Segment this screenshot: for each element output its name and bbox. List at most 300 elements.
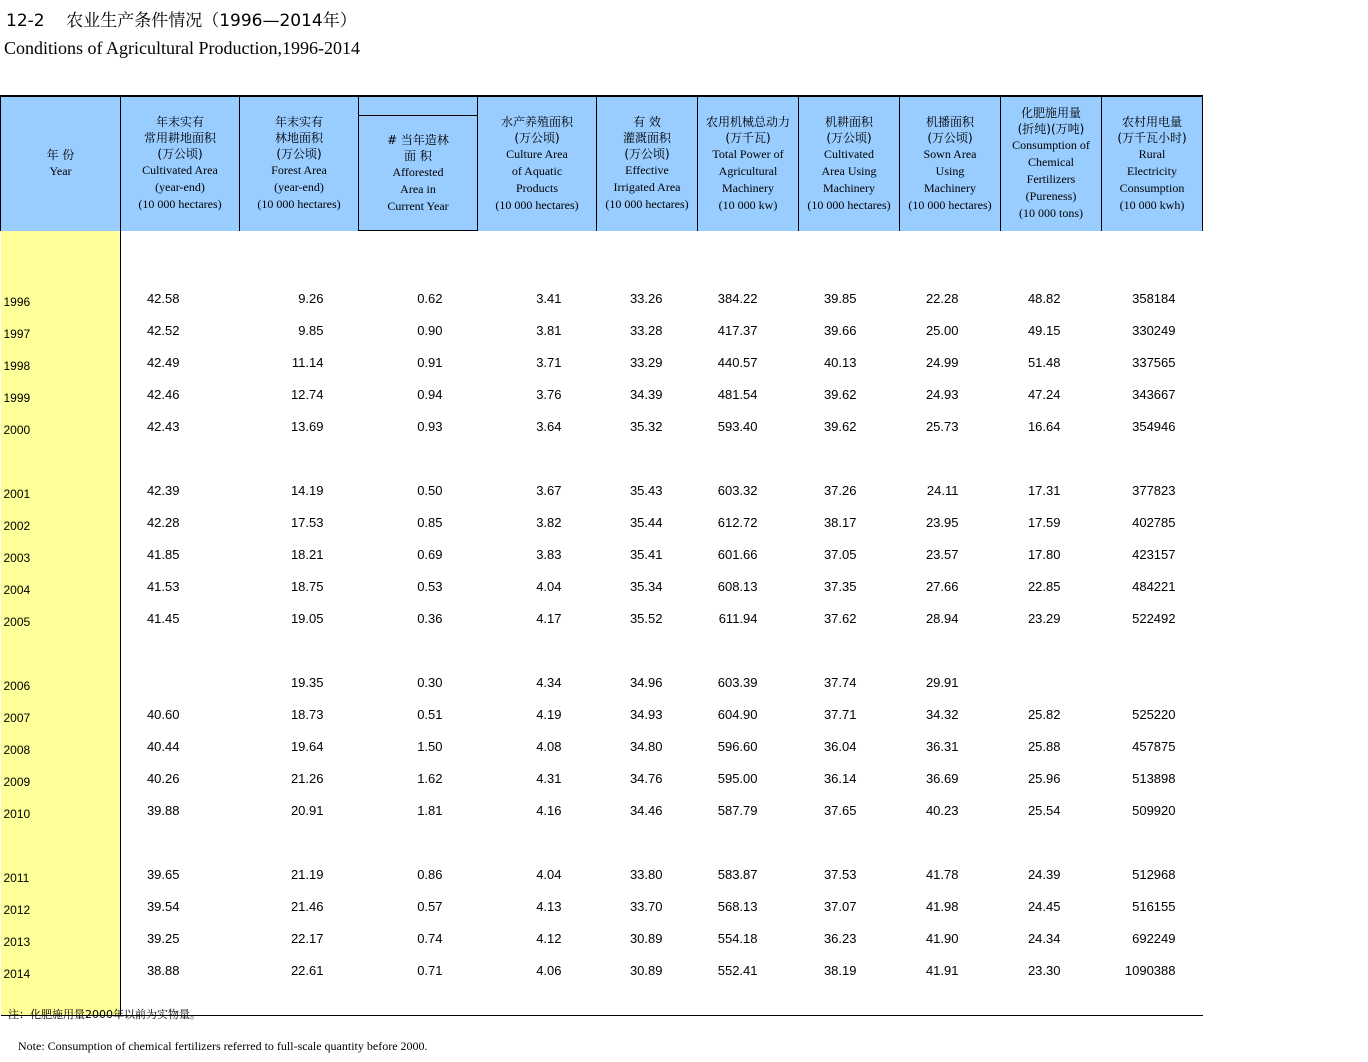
spacer-cell [1001,823,1102,855]
value-cell-machine_cultivated: 37.53 [823,866,857,882]
header-en-line: Culture Area [506,146,568,161]
header-en-line: (year-end) [155,180,205,195]
header-machinery_power [698,96,799,231]
spacer-cell [359,231,478,247]
spacer-cell [478,823,597,855]
header-cn-line: (万公顷) [276,147,322,162]
header-en-line: Products [516,180,558,195]
value-cell-electricity: 343667 [1132,386,1176,402]
value-cell-machinery_power: 568.13 [717,898,758,914]
value-cell-afforested: 0.57 [417,898,443,914]
value-cell-afforested: 0.91 [417,354,443,370]
value-cell-afforested: 0.94 [417,386,443,402]
spacer-cell [1102,439,1203,471]
value-cell-fertilizer [1001,663,1102,695]
value-cell-forest: 19.64 [290,738,324,754]
value-cell-irrigated: 33.29 [629,354,663,370]
table-row [1,791,1203,823]
value-cell-machine_sown: 34.32 [925,706,959,722]
table-title-en: Conditions of Agricultural Production,1996-2014 [4,38,360,58]
value-cell-electricity: 337565 [1132,354,1176,370]
spacer-cell [1,823,121,855]
value-cell-machine_cultivated: 36.14 [823,770,857,786]
header-cn-line: (万千瓦小时) [1117,130,1187,145]
value-cell-machine_sown: 24.11 [926,482,959,498]
header-en-line: (10 000 kw) [718,197,778,212]
header-en-line: (Pureness) [1025,189,1077,204]
spacer-cell [597,231,698,247]
value-cell-afforested: 0.69 [417,546,443,562]
spacer-cell [698,823,799,855]
header-afforested-top [359,96,478,116]
header-en-line: Consumption of [1012,138,1090,153]
spacer-cell [1001,631,1102,663]
value-cell-machine_cultivated: 37.05 [823,546,857,562]
value-cell-cultivated: 42.39 [146,482,180,498]
value-cell-fertilizer: 25.88 [1027,738,1061,754]
value-cell-electricity [1102,663,1203,695]
value-cell-irrigated: 35.41 [629,546,663,562]
spacer-cell [121,231,240,247]
spacer-cell [478,247,597,279]
header-cn-line: 面 积 [404,148,432,163]
table-row [1,919,1203,951]
value-cell-forest: 21.46 [290,898,324,914]
header-en-line: (10 000 hectares) [807,197,891,212]
value-cell-irrigated: 35.52 [629,610,663,626]
value-cell-fertilizer: 24.39 [1027,866,1061,882]
value-cell-fertilizer: 24.45 [1027,898,1061,914]
spacer-cell [240,439,359,471]
header-cn-line: 灌溉面积 [622,131,671,146]
table-row [1,471,1203,503]
value-cell-machinery_power: 552.41 [717,962,758,978]
value-cell-afforested: 0.71 [417,962,443,978]
value-cell-fertilizer: 17.31 [1027,482,1061,498]
header-cn-line: 农村用电量 [1121,114,1182,129]
value-cell-machine_sown: 25.00 [925,322,959,338]
spacer-cell [359,983,478,1016]
header-cn-line: 常用耕地面积 [143,131,216,146]
value-cell-machine_sown: 23.95 [925,514,959,530]
spacer-cell [240,631,359,663]
table-row [1,375,1203,407]
spacer-cell [1102,823,1203,855]
value-cell-electricity: 402785 [1132,514,1176,530]
value-cell-electricity: 377823 [1132,482,1176,498]
value-cell-aquatic: 3.41 [536,290,562,306]
header-en-line: Cultivated [824,146,874,161]
value-cell-aquatic: 4.08 [536,738,562,754]
value-cell-machine_sown: 40.23 [925,802,959,818]
header-en-line: Afforested [392,164,444,179]
value-cell-forest: 9.26 [298,290,324,306]
spacer-cell [1102,247,1203,279]
value-cell-machinery_power: 440.57 [717,354,758,370]
header-en-line: Fertilizers [1026,172,1076,187]
value-cell-afforested: 0.50 [417,482,443,498]
spacer-cell [1001,439,1102,471]
table-row [1,503,1203,535]
spacer-cell [698,247,799,279]
value-cell-machine_cultivated: 37.62 [823,610,857,626]
value-cell-fertilizer: 25.54 [1027,802,1061,818]
table-header [1,96,1203,231]
spacer-cell [799,231,900,247]
spacer-cell [799,439,900,471]
value-cell-electricity: 692249 [1132,930,1176,946]
value-cell-fertilizer: 22.85 [1027,578,1061,594]
value-cell-cultivated: 42.58 [146,290,180,306]
value-cell-machine_cultivated: 39.62 [823,418,857,434]
value-cell-afforested: 0.93 [417,418,443,434]
value-cell-aquatic: 3.82 [536,514,562,530]
value-cell-machine_cultivated: 38.17 [823,514,857,530]
value-cell-aquatic: 4.31 [536,770,562,786]
value-cell-afforested: 0.86 [417,866,443,882]
header-cn-line: 林地面积 [274,131,323,146]
value-cell-fertilizer: 47.24 [1027,386,1061,402]
year-cell: 2002 [1,503,121,535]
header-en-line: (10 000 hectares) [605,197,689,212]
value-cell-fertilizer: 17.59 [1027,514,1061,530]
table-row [1,663,1203,695]
header-en-line: (year-end) [274,180,324,195]
footnote-cn: 注：化肥施用量2000年以前为实物量。 [8,1008,201,1021]
header-cn-line: 年 份 [46,148,75,163]
spacer-cell [698,439,799,471]
value-cell-forest: 22.61 [290,962,324,978]
header-en-line: Area in [400,181,436,196]
value-cell-cultivated: 40.60 [146,706,180,722]
year-cell: 2005 [1,599,121,631]
table-row [1,855,1203,887]
value-cell-cultivated: 41.45 [146,610,180,626]
value-cell-machine_sown: 41.98 [925,898,959,914]
year-cell: 1998 [1,343,121,375]
value-cell-cultivated: 39.88 [146,802,180,818]
spacer-cell [1001,983,1102,1016]
spacer-cell [799,247,900,279]
value-cell-irrigated: 34.39 [629,386,663,402]
value-cell-aquatic: 3.71 [536,354,562,370]
header-en-line: Year [49,164,72,179]
value-cell-fertilizer: 48.82 [1027,290,1061,306]
spacer-cell [121,631,240,663]
value-cell-fertilizer: 51.48 [1027,354,1061,370]
value-cell-fertilizer: 24.34 [1027,930,1061,946]
year-cell: 2007 [1,695,121,727]
spacer-row [1,631,1203,663]
value-cell-forest: 19.05 [290,610,324,626]
header-en-line: Total Power of [712,146,784,161]
value-cell-aquatic: 4.34 [536,674,562,690]
value-cell-machine_sown: 41.90 [925,930,959,946]
value-cell-electricity: 509920 [1132,802,1176,818]
spacer-cell [1,631,121,663]
value-cell-afforested: 1.62 [417,770,443,786]
value-cell-machine_cultivated: 37.65 [823,802,857,818]
header-afforested [359,116,478,231]
header-en-line: (10 000 hectares) [138,197,222,212]
value-cell-forest: 18.75 [290,578,324,594]
spacer-cell [799,631,900,663]
header-en-line: Agricultural [718,163,778,178]
spacer-cell [900,983,1001,1016]
header-en-line: (10 000 hectares) [908,197,992,212]
spacer-row [1,247,1203,279]
value-cell-irrigated: 35.34 [629,578,663,594]
value-cell-machinery_power: 604.90 [717,706,758,722]
spacer-cell [359,439,478,471]
header-en-line: Machinery [924,180,976,195]
value-cell-afforested: 0.85 [417,514,443,530]
header-cultivated [121,96,240,231]
value-cell-forest: 22.17 [290,930,324,946]
year-cell: 2014 [1,951,121,983]
value-cell-cultivated: 42.43 [146,418,180,434]
spacer-cell [698,983,799,1016]
year-cell: 2012 [1,887,121,919]
spacer-cell [478,983,597,1016]
spacer-cell [121,823,240,855]
header-en-line: Current Year [387,198,449,213]
value-cell-afforested: 0.62 [417,290,443,306]
value-cell-electricity: 457875 [1132,738,1176,754]
value-cell-afforested: 0.36 [417,610,443,626]
value-cell-aquatic: 4.04 [536,866,562,882]
header-en-line: of Aquatic [511,163,563,178]
value-cell-electricity: 512968 [1132,866,1176,882]
spacer-cell [478,231,597,247]
spacer-cell [1,231,121,247]
table-row [1,567,1203,599]
value-cell-electricity: 1090388 [1124,962,1176,978]
value-cell-machinery_power: 603.32 [717,482,758,498]
table-row [1,759,1203,791]
header-year [1,96,121,231]
value-cell-machine_cultivated: 36.23 [823,930,857,946]
value-cell-forest: 14.19 [290,482,324,498]
year-cell: 2000 [1,407,121,439]
value-cell-machine_sown: 23.57 [925,546,959,562]
value-cell-machine_sown: 24.93 [925,386,959,402]
value-cell-irrigated: 30.89 [629,930,663,946]
header-cn-line: 水产养殖面积 [500,114,573,129]
value-cell-cultivated: 42.49 [146,354,180,370]
value-cell-aquatic: 3.83 [536,546,562,562]
header-machine_cultivated [799,96,900,231]
value-cell-cultivated [121,663,240,695]
table-row [1,887,1203,919]
spacer-cell [1,439,121,471]
table-row [1,407,1203,439]
spacer-cell [597,631,698,663]
spacer-cell [1102,983,1203,1016]
value-cell-machinery_power: 481.54 [717,386,758,402]
spacer-cell [597,983,698,1016]
header-fertilizer [1001,96,1102,231]
value-cell-cultivated: 42.46 [146,386,180,402]
value-cell-electricity: 330249 [1132,322,1176,338]
value-cell-afforested: 0.53 [417,578,443,594]
table-row [1,279,1203,311]
spacer-cell [1001,231,1102,247]
year-cell: 2010 [1,791,121,823]
spacer-cell [900,631,1001,663]
header-en-line: Irrigated Area [613,180,681,195]
year-cell: 1997 [1,311,121,343]
header-cn-line: # 当年造林 [387,132,449,147]
table-row [1,535,1203,567]
value-cell-machine_sown: 28.94 [925,610,959,626]
statistics-table [0,95,1203,1016]
header-cn-line: (万公顷) [826,130,872,145]
value-cell-machine_cultivated: 39.85 [823,290,857,306]
value-cell-aquatic: 4.19 [536,706,562,722]
year-cell: 2003 [1,535,121,567]
spacer-cell [1,247,121,279]
value-cell-forest: 17.53 [290,514,324,530]
value-cell-forest: 9.85 [298,322,324,338]
value-cell-irrigated: 34.80 [629,738,663,754]
value-cell-irrigated: 35.32 [629,418,663,434]
value-cell-electricity: 423157 [1132,546,1176,562]
value-cell-machine_cultivated: 37.35 [823,578,857,594]
value-cell-forest: 20.91 [290,802,324,818]
table-row [1,599,1203,631]
header-electricity [1102,96,1203,231]
header-en-line: Cultivated Area [142,163,218,178]
value-cell-forest: 18.21 [290,546,324,562]
spacer-cell [1102,231,1203,247]
header-en-line: (10 000 hectares) [257,197,341,212]
header-en-line: (10 000 tons) [1019,206,1083,221]
header-en-line: Sown Area [923,146,977,161]
year-cell: 2011 [1,855,121,887]
value-cell-forest: 12.74 [290,386,324,402]
value-cell-electricity: 358184 [1132,290,1176,306]
header-cn-line: (万公顷) [157,147,203,162]
value-cell-machine_sown: 29.91 [925,674,959,690]
header-irrigated [597,96,698,231]
value-cell-forest: 21.19 [290,866,324,882]
header-cn-line: (折纯)(万吨) [1017,122,1085,137]
header-en-line: Effective [625,163,669,178]
value-cell-machinery_power: 612.72 [717,514,758,530]
value-cell-irrigated: 33.26 [629,290,663,306]
value-cell-cultivated: 39.25 [146,930,180,946]
header-en-line: Using [935,163,965,178]
spacer-cell [900,439,1001,471]
table-title-cn: 12-2 农业生产条件情况（1996—2014年） [6,11,357,31]
header-en-line: Rural [1138,146,1166,161]
header-aquatic [478,96,597,231]
value-cell-electricity: 522492 [1132,610,1176,626]
header-cn-line: 机播面积 [925,114,974,129]
year-cell: 2001 [1,471,121,503]
value-cell-machine_cultivated: 37.07 [823,898,857,914]
spacer-cell [478,439,597,471]
value-cell-machine_cultivated: 40.13 [823,354,857,370]
value-cell-machine_cultivated: 37.26 [823,482,857,498]
header-en-line: Electricity [1127,163,1177,178]
value-cell-machine_sown: 27.66 [925,578,959,594]
table-row [1,951,1203,983]
spacer-cell [799,983,900,1016]
year-cell: 2006 [1,663,121,695]
header-cn-line: 年末实有 [155,115,204,130]
spacer-cell [359,823,478,855]
header-en-line: Consumption [1119,180,1185,195]
value-cell-machine_cultivated: 36.04 [823,738,857,754]
value-cell-irrigated: 34.93 [629,706,663,722]
spacer-cell [597,823,698,855]
value-cell-irrigated: 30.89 [629,962,663,978]
value-cell-cultivated: 39.65 [146,866,180,882]
header-en-line: Forest Area [271,163,327,178]
value-cell-machinery_power: 601.66 [717,546,758,562]
value-cell-machinery_power: 608.13 [717,578,758,594]
value-cell-afforested: 1.50 [417,738,443,754]
value-cell-irrigated: 34.76 [629,770,663,786]
value-cell-cultivated: 39.54 [146,898,180,914]
value-cell-fertilizer: 25.96 [1027,770,1061,786]
value-cell-electricity: 516155 [1132,898,1176,914]
value-cell-machinery_power: 583.87 [717,866,758,882]
header-en-line: Machinery [823,180,875,195]
value-cell-fertilizer: 23.29 [1027,610,1061,626]
spacer-cell [900,231,1001,247]
value-cell-machine_cultivated: 37.74 [823,674,857,690]
value-cell-machine_sown: 41.78 [925,866,959,882]
value-cell-irrigated: 34.46 [629,802,663,818]
value-cell-forest: 13.69 [290,418,324,434]
spacer-cell [240,983,359,1016]
footnote-en: Note: Consumption of chemical fertilizers referred to full-scale quantity before 2000. [18,1039,428,1053]
value-cell-aquatic: 3.76 [536,386,562,402]
header-machine_sown [900,96,1001,231]
header-en-line: Machinery [722,180,774,195]
value-cell-aquatic: 3.81 [536,322,562,338]
header-forest [240,96,359,231]
table-row [1,343,1203,375]
header-cn-line: 年末实有 [274,115,323,130]
value-cell-afforested: 0.90 [417,322,443,338]
value-cell-aquatic: 3.64 [536,418,562,434]
value-cell-fertilizer: 25.82 [1027,706,1061,722]
header-cn-line: (万公顷) [927,130,973,145]
value-cell-aquatic: 4.16 [536,802,562,818]
year-cell: 2004 [1,567,121,599]
value-cell-cultivated: 42.28 [146,514,180,530]
value-cell-irrigated: 33.28 [629,322,663,338]
spacer-cell [799,823,900,855]
value-cell-cultivated: 40.44 [146,738,180,754]
value-cell-machine_cultivated: 39.66 [823,322,857,338]
spacer-cell [121,439,240,471]
value-cell-aquatic: 4.04 [536,578,562,594]
spacer-cell [478,631,597,663]
value-cell-machine_sown: 36.69 [925,770,959,786]
value-cell-aquatic: 4.13 [536,898,562,914]
table-body [1,231,1203,1016]
value-cell-forest: 18.73 [290,706,324,722]
header-cn-line: 化肥施用量 [1020,106,1081,121]
spacer-cell [698,231,799,247]
value-cell-machinery_power: 554.18 [717,930,758,946]
header-en-line: Chemical [1028,155,1074,170]
